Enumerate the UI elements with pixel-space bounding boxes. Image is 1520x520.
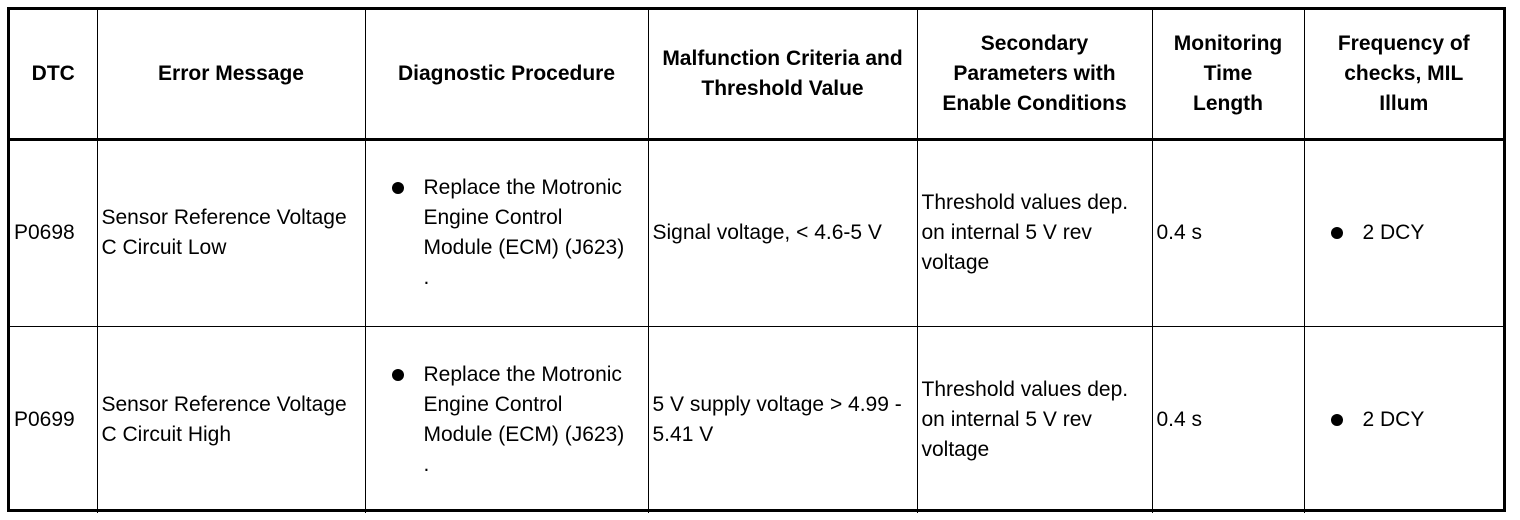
header-monitoring-time: Monitoring Time Length bbox=[1152, 10, 1304, 139]
monitoring-time-cell: 0.4 s bbox=[1152, 139, 1304, 326]
malfunction-criteria-cell: Signal voltage, < 4.6-5 V bbox=[648, 139, 917, 326]
header-dtc: DTC bbox=[10, 10, 97, 139]
error-message-cell: Sensor Reference Voltage C Circuit Low bbox=[97, 139, 365, 326]
error-message-cell: Sensor Reference Voltage C Circuit High bbox=[97, 326, 365, 513]
procedure-step-text: Replace the Motronic Engine Control Module (ECM) (J623) . bbox=[423, 176, 625, 289]
header-frequency: Frequency of checks, MIL Illum bbox=[1304, 10, 1503, 139]
list-item bbox=[370, 173, 644, 293]
list-item bbox=[1309, 405, 1500, 435]
bullet-icon bbox=[1331, 227, 1343, 239]
dtc-table-frame bbox=[7, 7, 1506, 512]
header-secondary-parameters: Secondary Parameters with Enable Conditions bbox=[917, 10, 1152, 139]
procedure-list bbox=[370, 173, 644, 293]
list-item bbox=[1309, 218, 1500, 248]
frequency-cell bbox=[1304, 139, 1503, 326]
secondary-parameters-cell: Threshold values dep. on internal 5 V rev voltage bbox=[917, 326, 1152, 513]
bullet-icon bbox=[392, 369, 404, 381]
frequency-text: 2 DCY bbox=[1362, 407, 1425, 431]
header-diagnostic-procedure: Diagnostic Procedure bbox=[365, 10, 648, 139]
bullet-icon bbox=[1331, 414, 1343, 426]
dtc-table bbox=[10, 10, 1503, 513]
list-item bbox=[370, 360, 644, 480]
secondary-parameters-cell: Threshold values dep. on internal 5 V rev voltage bbox=[917, 139, 1152, 326]
header-error-message: Error Message bbox=[97, 10, 365, 139]
table-row bbox=[10, 326, 1503, 513]
frequency-cell bbox=[1304, 326, 1503, 513]
header-row bbox=[10, 10, 1503, 139]
dtc-code-cell: P0698 bbox=[10, 139, 97, 326]
diagnostic-procedure-cell bbox=[365, 139, 648, 326]
bullet-icon bbox=[392, 182, 404, 194]
monitoring-time-cell: 0.4 s bbox=[1152, 326, 1304, 513]
frequency-list bbox=[1309, 218, 1500, 248]
procedure-list bbox=[370, 360, 644, 480]
table-row bbox=[10, 139, 1503, 326]
header-malfunction-criteria: Malfunction Criteria and Threshold Value bbox=[648, 10, 917, 139]
frequency-text: 2 DCY bbox=[1362, 221, 1425, 244]
diagnostic-procedure-cell bbox=[365, 326, 648, 513]
malfunction-criteria-cell: 5 V supply voltage > 4.99 - 5.41 V bbox=[648, 326, 917, 513]
frequency-list bbox=[1309, 405, 1500, 435]
procedure-step-text: Replace the Motronic Engine Control Module (ECM) (J623) . bbox=[423, 362, 625, 476]
dtc-code-cell: P0699 bbox=[10, 326, 97, 513]
